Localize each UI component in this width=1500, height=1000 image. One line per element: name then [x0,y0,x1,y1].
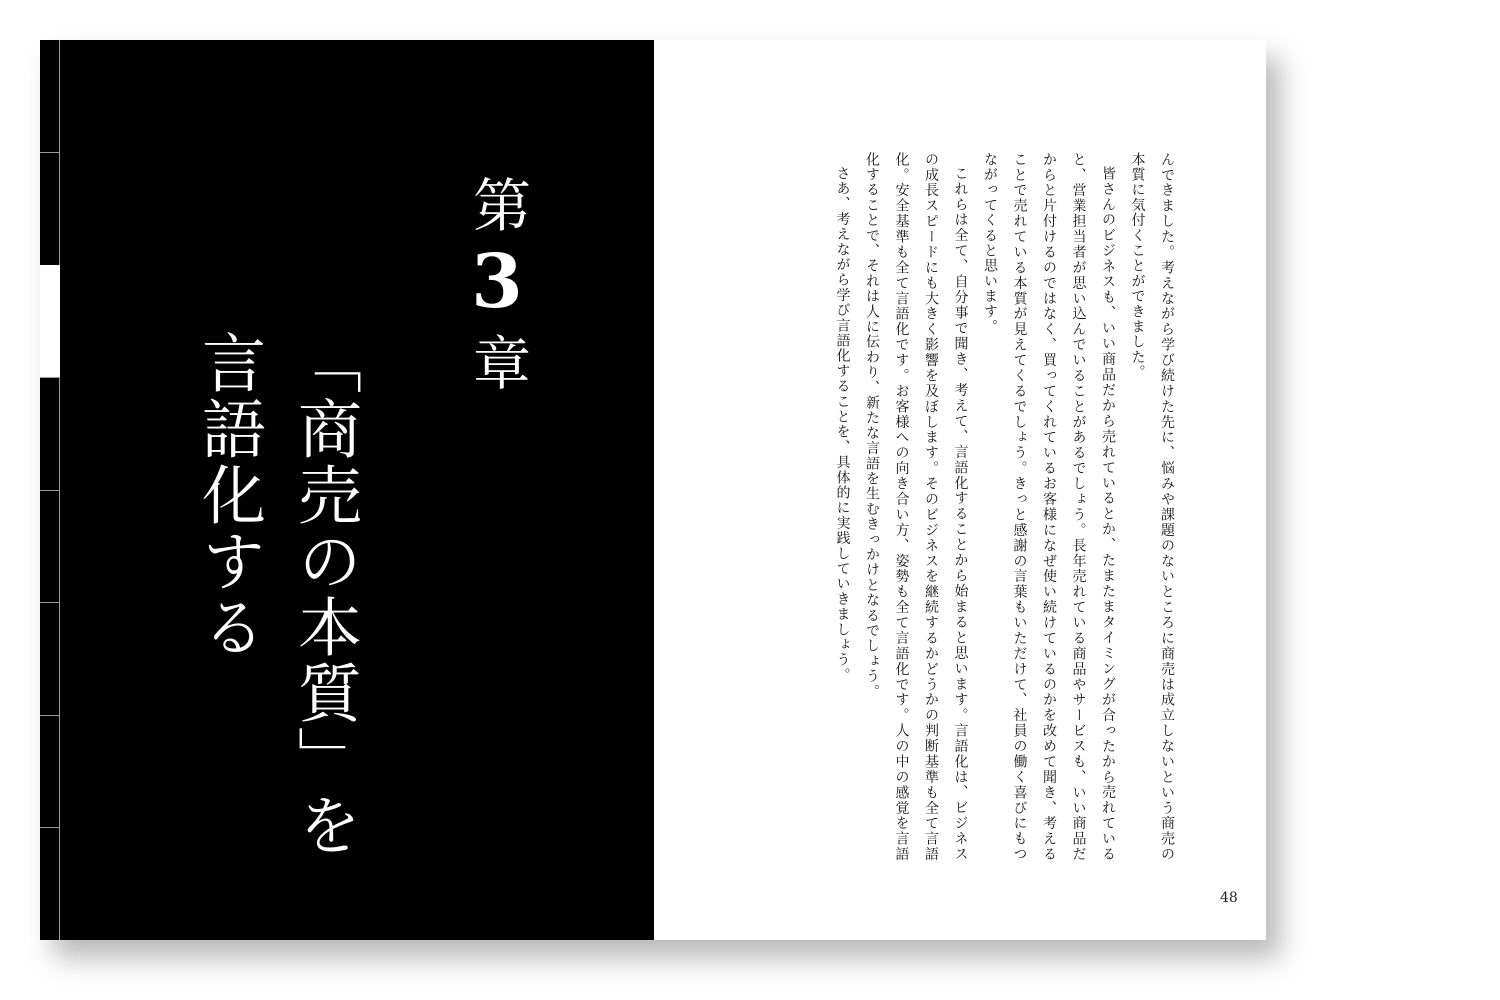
thumb-index-tick [40,715,60,716]
body-text-page [654,40,1266,940]
chapter-number: 3 [454,239,540,327]
thumb-index-tick [40,490,60,491]
body-paragraph: さあ、考えながら学び言語化することを、具体的に実践していきましょう。 [834,166,851,683]
body-paragraph: これらは全て、自分事で聞き、考えて、言語化することから始まると思います。言語化は、ビジネスの成長スピードにも大きく影響を及ぼします。そのビジネスを継続するかどうかの判断基準も全て言語化。安全基準も全て言語化です。お客様への向き合い方、姿勢も全て言語化です。人の中の感覚を言語化することで、それは人に伝わり、新たな言語を生むきっかけとなるでしょう。 [864,152,969,862]
thumb-index-tick [40,377,60,378]
thumb-index-tick [40,602,60,603]
thumb-index-strip [40,40,60,940]
chapter-label [454,175,540,515]
body-paragraph: 皆さんのビジネスも、いい商品だから売れているとか、たまたまタイミングが合ったから売れていると、営業担当者が思い込んでいることがあるでしょう。長年売れている商品やサービスも、いい商品だからと片付けるのではなく、買ってくれているお客様になぜ使い続けているのかを改めて聞き、考えることで売れている本質が見えてくるでしょう。きっと感謝の言葉もいただけて、社員の働く喜びにもつながってくると思います。 [982,152,1116,862]
chapter-title: 「商売の本質」を 言語化する [191,330,361,858]
thumb-index-tick [40,827,60,828]
page-number: 48 [1220,890,1238,906]
thumb-index-tick [40,152,60,153]
chapter-label-suffix: 章 [463,333,531,393]
body-text [827,152,1181,862]
chapter-label-prefix: 第 [463,175,531,235]
body-paragraph: んできました。考えながら学び続けた先に、悩みや課題のないところに商売は成立しないという商売の本質に気付くことができました。 [1129,152,1175,862]
thumb-index-tab-current [40,265,60,377]
book-spread [40,40,1266,940]
chapter-title-page [40,40,654,940]
